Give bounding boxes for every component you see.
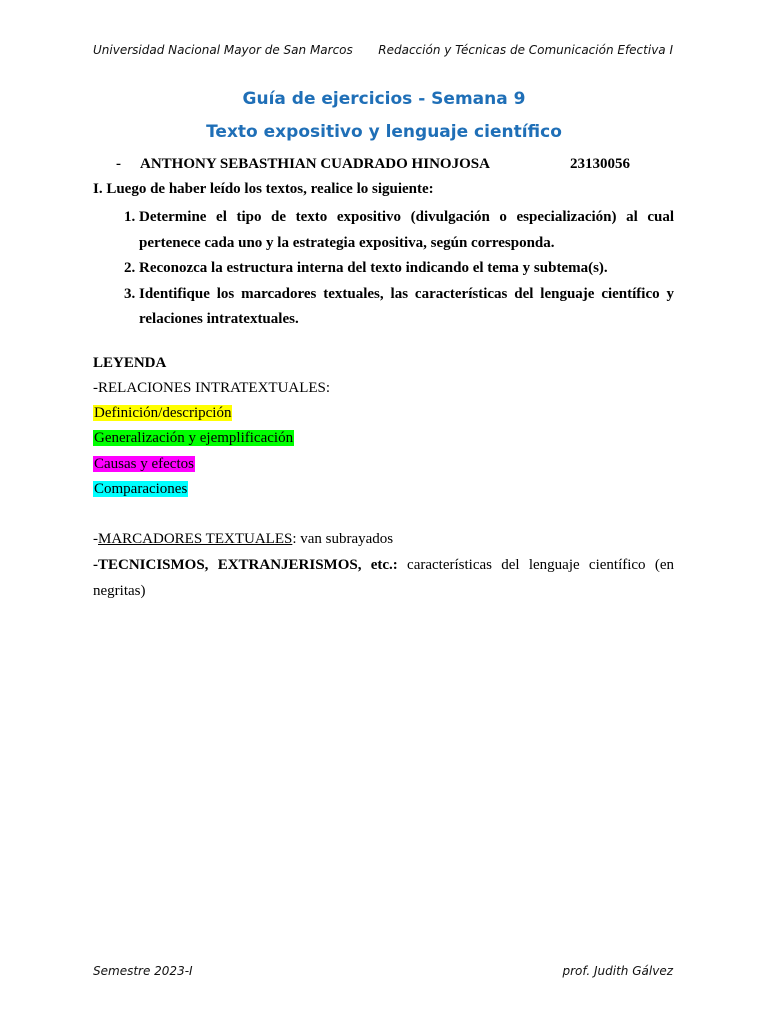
instructions-intro: I. Luego de haber leído los textos, realice lo siguiente: xyxy=(93,181,434,197)
student-code: 23130056 xyxy=(570,156,630,172)
technicisms-paragraph xyxy=(93,553,674,604)
legend-item-comparaciones xyxy=(93,481,188,498)
header-course: Redacción y Técnicas de Comunicación Efectiva I xyxy=(378,43,673,57)
task-item: 3. Identifique los marcadores textuales, las características del lenguaje científico y relaciones intratextuales. xyxy=(139,282,674,333)
legend-item-label: Generalización y ejemplificación xyxy=(94,430,294,446)
header-university: Universidad Nacional Mayor de San Marcos xyxy=(93,43,353,57)
page-title: Guía de ejercicios - Semana 9 xyxy=(242,89,526,109)
relations-label: -RELACIONES INTRATEXTUALES: xyxy=(93,380,331,396)
footer-semester: Semestre 2023-I xyxy=(93,964,193,978)
legend-item-label: Comparaciones xyxy=(94,481,188,497)
markers-dash: - xyxy=(93,531,98,547)
markers-label: MARCADORES TEXTUALES xyxy=(98,531,293,547)
legend-item-definicion xyxy=(93,405,232,422)
student-dash: - xyxy=(116,156,121,172)
legend-item-causas xyxy=(93,456,195,473)
task-list xyxy=(93,205,674,333)
markers-description: : van subrayados xyxy=(292,531,394,547)
footer-professor: prof. Judith Gálvez xyxy=(562,964,673,978)
technicisms-description: características del lenguaje científico (en negritas) xyxy=(93,557,674,599)
task-item: 2. Reconozca la estructura interna del texto indicando el tema y subtema(s). xyxy=(139,256,674,282)
task-item: 1. Determine el tipo de texto expositivo (divulgación o especialización) al cual pertenece cada uno y la estrategia expositiva, según corresponda. xyxy=(139,205,674,256)
technicisms-label: -TECNICISMOS, EXTRANJERISMOS, etc.: xyxy=(93,557,398,573)
legend-item-label: Definición/descripción xyxy=(94,405,232,421)
student-name: ANTHONY SEBASTHIAN CUADRADO HINOJOSA xyxy=(140,156,490,172)
legend-item-label: Causas y efectos xyxy=(94,456,194,472)
legend-heading: LEYENDA xyxy=(93,355,167,371)
page-subtitle: Texto expositivo y lenguaje científico xyxy=(206,122,562,142)
legend-item-generalizacion xyxy=(93,430,294,447)
markers-line xyxy=(93,531,393,548)
